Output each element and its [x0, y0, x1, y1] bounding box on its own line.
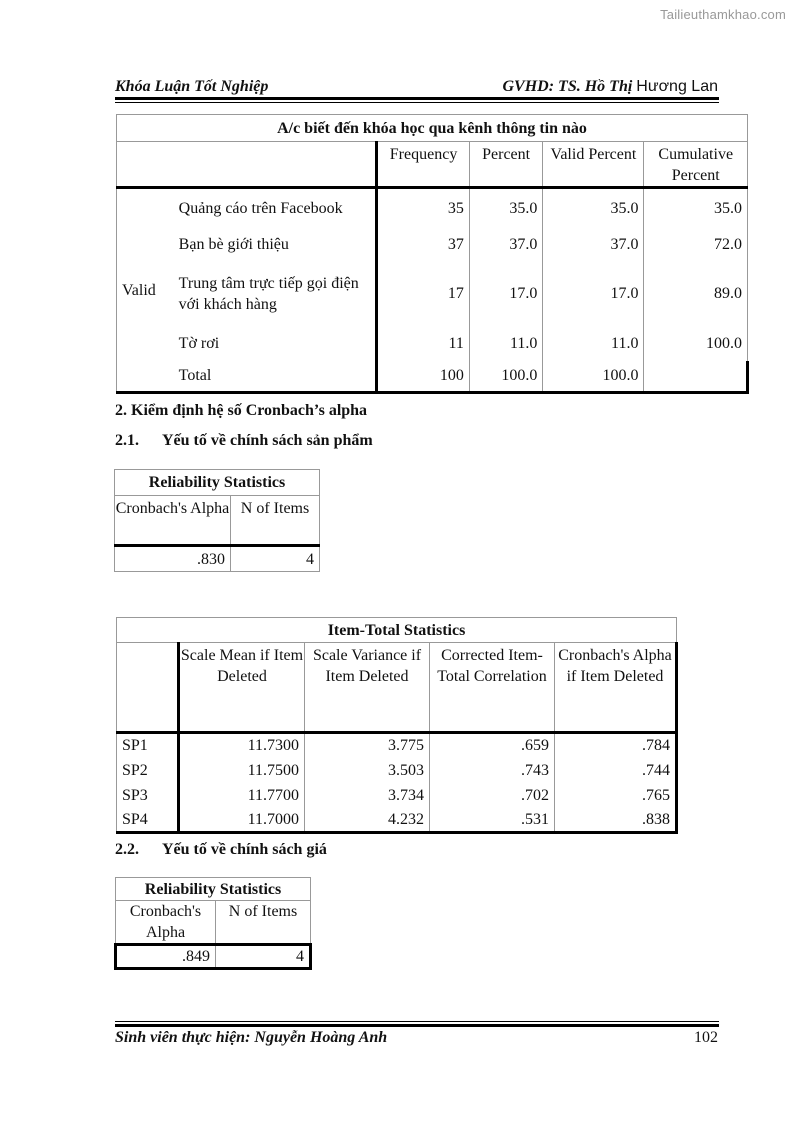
col-header-scale-variance: Scale Variance if Item Deleted — [305, 643, 430, 733]
cell-alpha: .838 — [555, 808, 677, 833]
cell-valid-percent: 37.0 — [543, 228, 644, 262]
cell-percent: 37.0 — [469, 228, 543, 262]
section-2-2-number: 2.2. — [115, 841, 139, 858]
header-right-plain: Hương Lan — [636, 78, 718, 95]
col-header-scale-mean: Scale Mean if Item Deleted — [179, 643, 305, 733]
col-header-alpha: Cronbach's Alpha — [115, 496, 231, 546]
cell-valid-percent: 11.0 — [543, 326, 644, 361]
col-header-valid-percent: Valid Percent — [543, 142, 644, 188]
header-blank — [117, 142, 377, 188]
header-blank — [117, 643, 179, 733]
header-right-bold: GVHD: TS. Hồ Thị — [502, 78, 633, 95]
cell-frequency: 35 — [377, 188, 470, 228]
section-2-heading: 2. Kiểm định hệ số Cronbach’s alpha — [115, 402, 368, 419]
cell-variance: 3.503 — [305, 758, 430, 783]
cell-variance: 3.775 — [305, 733, 430, 758]
cell-valid-percent: 17.0 — [543, 262, 644, 326]
cell-valid-percent: 35.0 — [543, 188, 644, 228]
cell-percent: 11.0 — [469, 326, 543, 361]
cell-mean: 11.7300 — [179, 733, 305, 758]
col-header-correlation: Corrected Item-Total Correlation — [430, 643, 555, 733]
footer-author: Sinh viên thực hiện: Nguyễn Hoàng Anh — [115, 1029, 388, 1046]
cell-alpha: .744 — [555, 758, 677, 783]
group-label-valid: Valid — [117, 188, 174, 393]
cell-frequency: 37 — [377, 228, 470, 262]
cell-n-items: 4 — [216, 945, 311, 969]
cell-percent: 100.0 — [469, 361, 543, 393]
cell-n-items: 4 — [231, 546, 320, 572]
cell-cumulative: 35.0 — [644, 188, 748, 228]
item-label: SP3 — [117, 783, 179, 808]
cell-percent: 35.0 — [469, 188, 543, 228]
col-header-percent: Percent — [469, 142, 543, 188]
cell-alpha: .784 — [555, 733, 677, 758]
col-header-cumulative: Cumulative Percent — [644, 142, 748, 188]
page-number: 102 — [694, 1029, 718, 1046]
cell-mean: 11.7500 — [179, 758, 305, 783]
item-total-table — [116, 617, 678, 834]
cell-variance: 3.734 — [305, 783, 430, 808]
cell-mean: 11.7700 — [179, 783, 305, 808]
watermark-text: Tailieuthamkhao.com — [660, 7, 786, 22]
cell-alpha: .765 — [555, 783, 677, 808]
footer-rule-thin — [115, 1021, 719, 1022]
frequency-table — [116, 114, 749, 394]
item-total-title: Item-Total Statistics — [117, 618, 677, 643]
section-2-1-title: Yếu tố về chính sách sản phẩm — [162, 432, 373, 449]
cell-valid-percent: 100.0 — [543, 361, 644, 393]
col-header-alpha-deleted: Cronbach's Alpha if Item Deleted — [555, 643, 677, 733]
cell-cumulative: 89.0 — [644, 262, 748, 326]
col-header-alpha: Cronbach's Alpha — [116, 901, 216, 945]
header-rule — [115, 97, 719, 100]
cell-alpha: .849 — [116, 945, 216, 969]
section-2-2-title: Yếu tố về chính sách giá — [162, 841, 327, 858]
cell-variance: 4.232 — [305, 808, 430, 833]
col-header-n-items: N of Items — [231, 496, 320, 546]
row-label: Trung tâm trực tiếp gọi điện với khách hàng — [174, 262, 377, 326]
col-header-frequency: Frequency — [377, 142, 470, 188]
item-label: SP2 — [117, 758, 179, 783]
row-label: Quảng cáo trên Facebook — [174, 188, 377, 228]
section-2-1-number: 2.1. — [115, 432, 139, 449]
cell-correlation: .531 — [430, 808, 555, 833]
header-rule-thin — [115, 102, 719, 103]
cell-correlation: .702 — [430, 783, 555, 808]
item-label: SP1 — [117, 733, 179, 758]
cell-cumulative: 72.0 — [644, 228, 748, 262]
header-right — [503, 78, 719, 96]
item-label: SP4 — [117, 808, 179, 833]
cell-cumulative: 100.0 — [644, 326, 748, 361]
reliability-table-1 — [114, 469, 320, 572]
frequency-table-title: A/c biết đến khóa học qua kênh thông tin nào — [117, 115, 748, 142]
col-header-n-items: N of Items — [216, 901, 311, 945]
cell-frequency: 11 — [377, 326, 470, 361]
footer-rule — [115, 1024, 719, 1027]
cell-frequency: 100 — [377, 361, 470, 393]
row-label: Bạn bè giới thiệu — [174, 228, 377, 262]
header-left: Khóa Luận Tốt Nghiệp — [115, 78, 269, 95]
cell-mean: 11.7000 — [179, 808, 305, 833]
cell-cumulative — [644, 361, 748, 393]
reliability-title: Reliability Statistics — [115, 470, 320, 496]
cell-percent: 17.0 — [469, 262, 543, 326]
cell-alpha: .830 — [115, 546, 231, 572]
row-label: Tờ rơi — [174, 326, 377, 361]
row-label-total: Total — [174, 361, 377, 393]
cell-frequency: 17 — [377, 262, 470, 326]
reliability-title: Reliability Statistics — [116, 878, 311, 901]
reliability-table-2 — [114, 877, 312, 970]
cell-correlation: .659 — [430, 733, 555, 758]
cell-correlation: .743 — [430, 758, 555, 783]
